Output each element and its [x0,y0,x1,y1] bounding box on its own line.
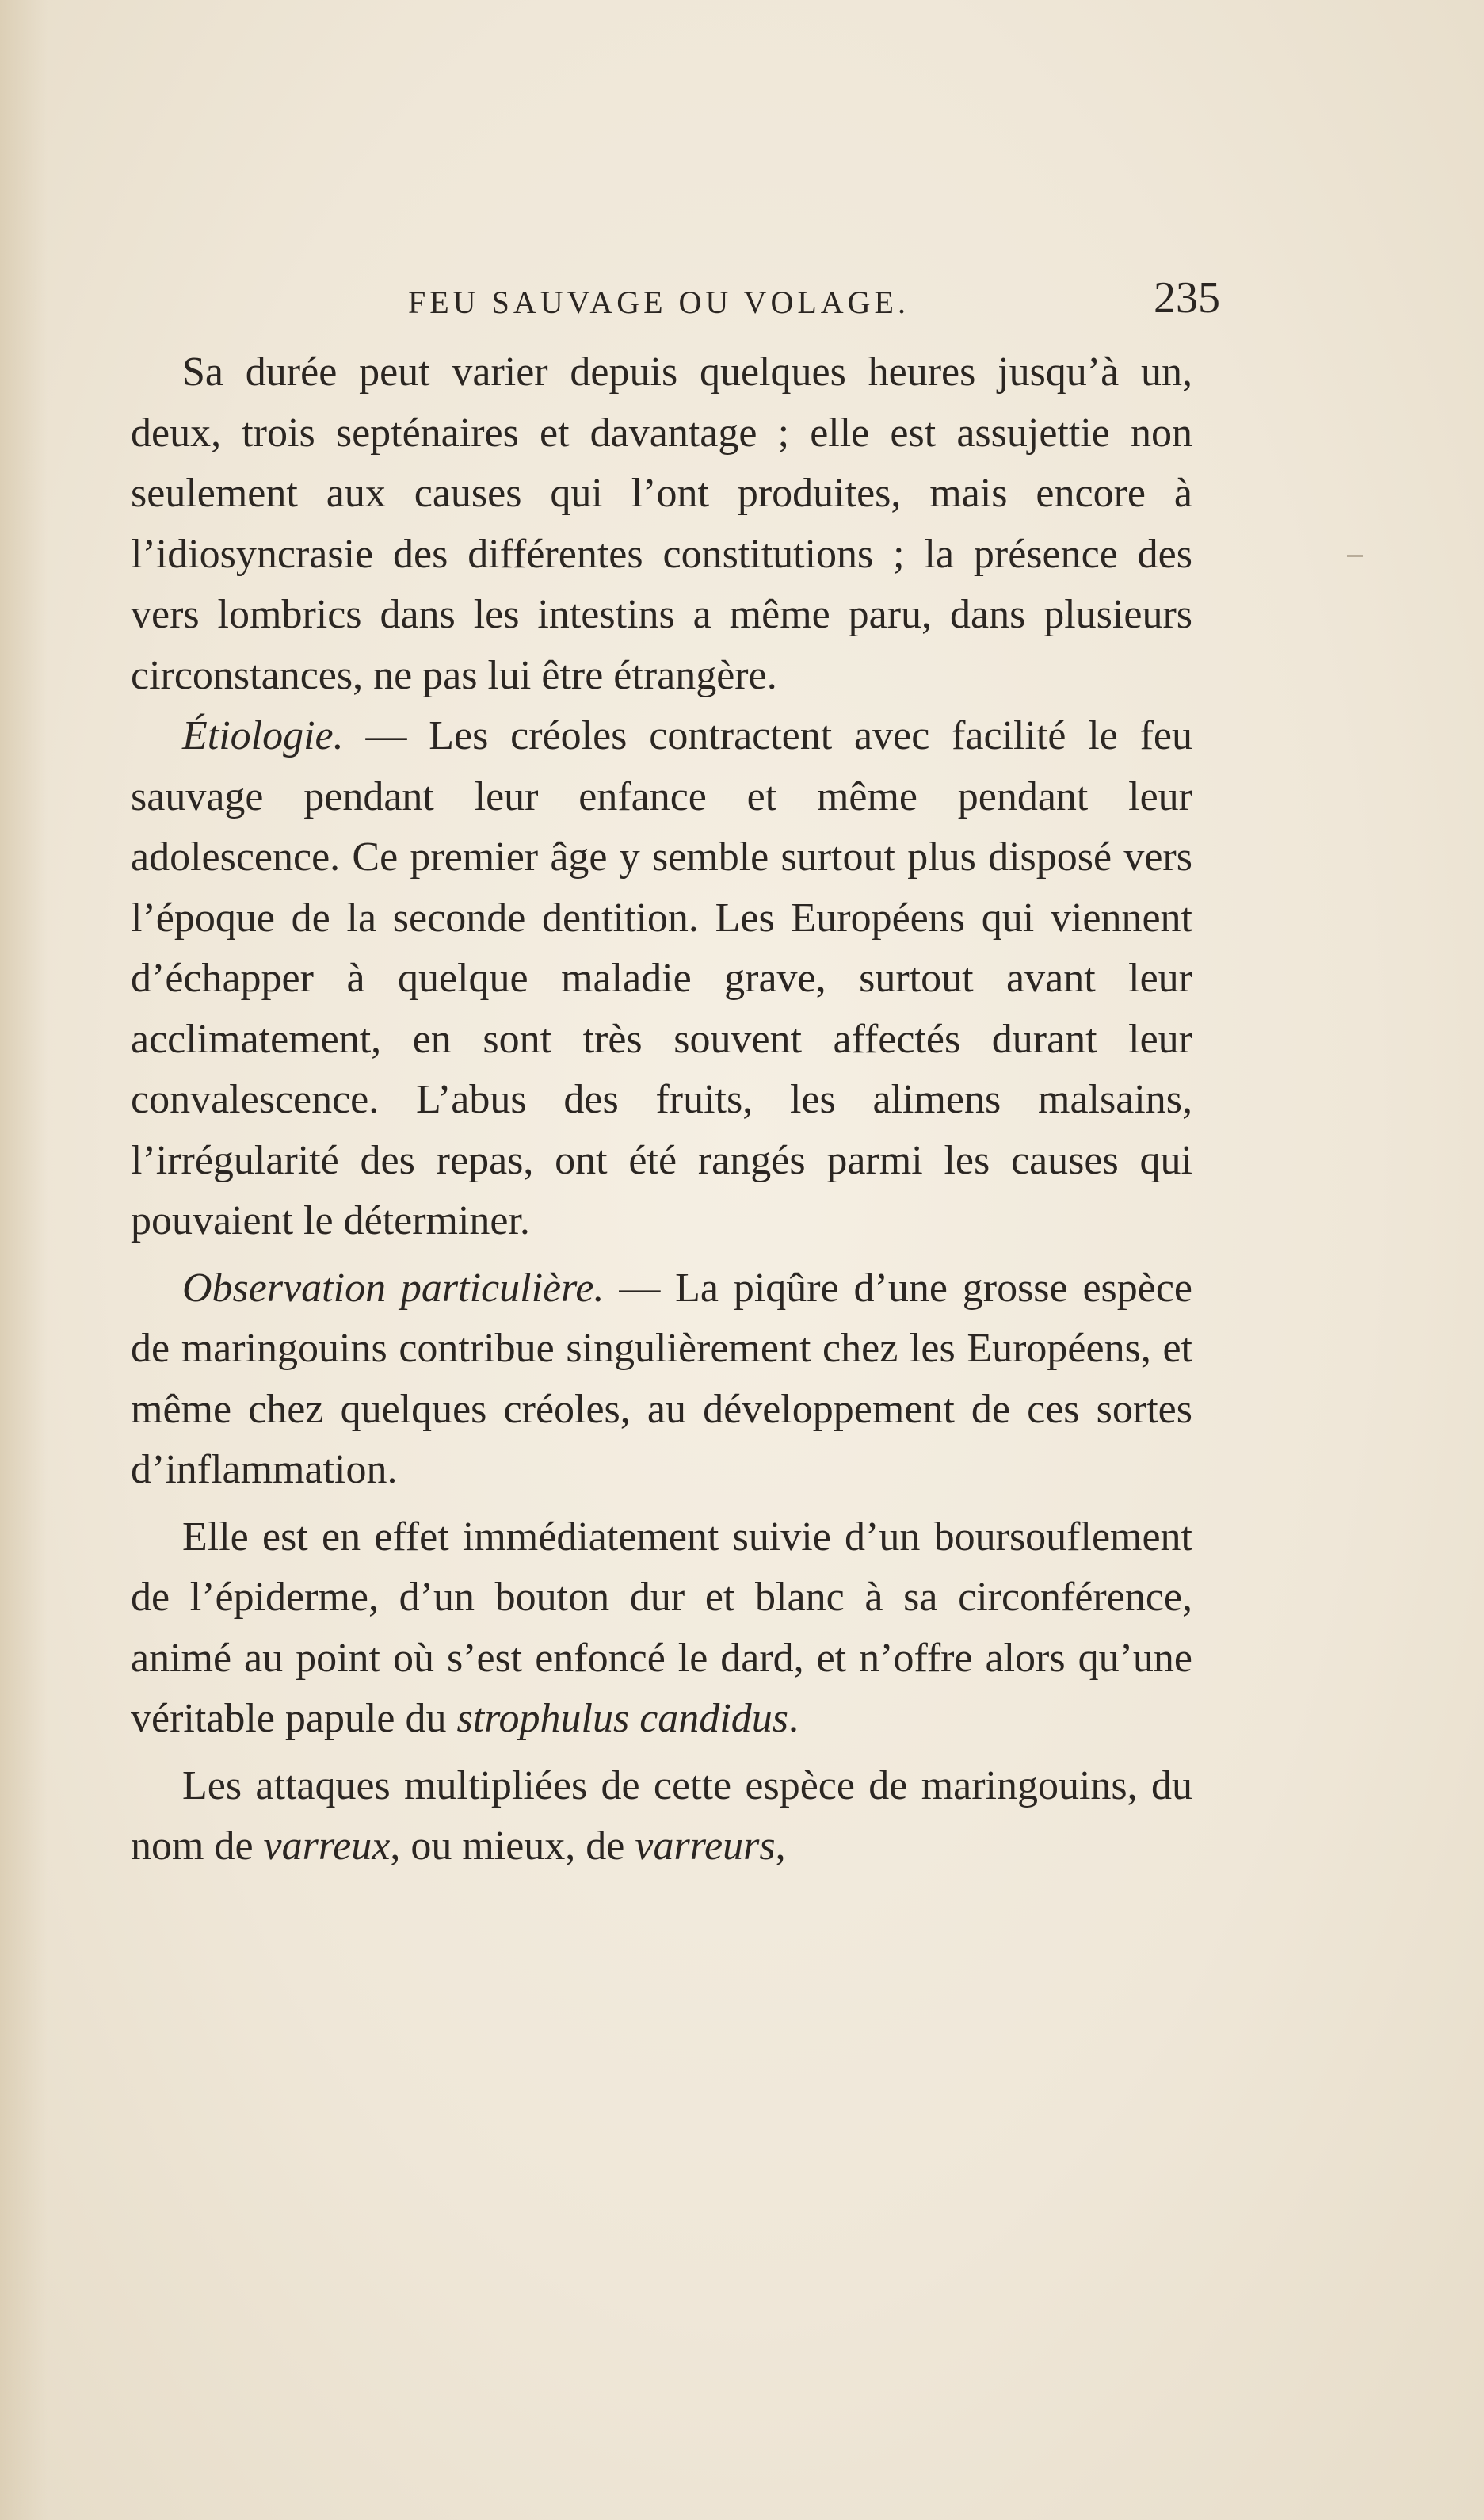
page-header [119,269,1220,341]
margin-mark [1347,555,1363,557]
paragraph-text: , ou mieux, de [390,1823,635,1869]
paragraph-text: Sa durée peut varier depuis quelques heures jusqu’à un, deux, trois septénaires et davantage ; elle est assujettie non seulement aux causes qui l’ont produites, mais encore à l’idiosyncrasie des différentes constitutions ; la présence des vers lombrics dans les intestins a même paru, dans plusieurs circonstances, ne pas lui être étrangère. [131,349,1192,698]
body-text [131,342,1192,1877]
paragraph-papule [131,1507,1192,1750]
running-title: FEU SAUVAGE OU VOLAGE. [408,284,910,320]
paragraph-text: , [775,1823,786,1869]
section-lead-etiology: Étiologie. [182,713,344,758]
section-lead-observation: Observation particulière. [182,1265,605,1311]
paragraph-etiology [131,706,1192,1252]
emphasis-term: varreux [263,1823,391,1869]
paragraph-text: — Les créoles contractent avec facilité le feu sauvage pendant leur enfance et même pendant leur adolescence. Ce premier âge y semble surtout plus disposé vers l’époque de la seconde dentition. Les Européens qui viennent d’échapper à quelque maladie grave, surtout avant leur acclimatement, en sont très souvent affectés durant leur convalescence. L’abus des fruits, les alimens malsains, l’irrégularité des repas, ont été rangés parmi les causes qui pouvaient le déterminer. [131,713,1192,1243]
emphasis-term: strophulus candidus [456,1696,788,1741]
paragraph-observation [131,1258,1192,1501]
gutter-shadow [0,0,48,2520]
page-number: 235 [1154,273,1220,323]
paragraph-text: Les attaques multipliées de cette espèce de maringouins, du nom de [131,1762,1192,1869]
paragraph-duration [131,342,1192,706]
emphasis-term: varreurs [635,1823,776,1869]
paragraph-text: — La piqûre d’une grosse espèce de maringouins contribue singulièrement chez les Européens, et même chez quelques créoles, au développement de ces sortes d’inflammation. [131,1265,1193,1492]
paragraph-text: . [788,1696,799,1741]
paragraph-text: Elle est en effet immédiatement suivie d’un boursouflement de l’épiderme, d’un bouton dur et blanc à sa circonférence, animé au point où s’est enfoncé le dard, et n’offre alors qu’une véritable papule du [131,1514,1192,1741]
paragraph-attacks [131,1756,1192,1877]
